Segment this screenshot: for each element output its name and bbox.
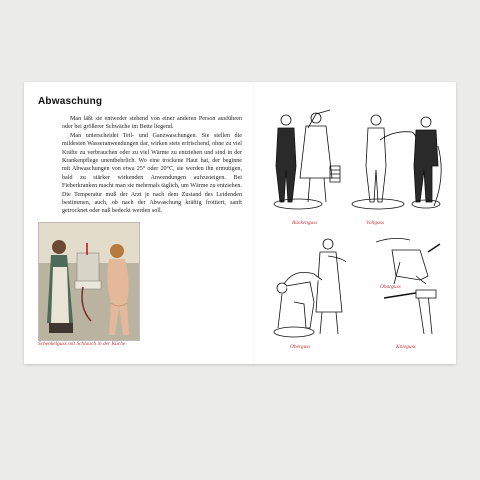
paragraph-2-text: Man unterscheidet Teil- und Ganzwaschungen. Sie stellen die mildesten Wasseranwendungen dar, wirken stets erfrischend, ohne zu viel Kräfte zu verbrauchen oder zu viel Wärme zu entziehen und sind in der Krankenpflege unentbehrlich. Wo eine trockene Haut hat, der beginne mit Abwaschungen von etwa 25° oder 20°C, sie werden ihn ermutigen, bald zu stärker wirkenden Anwendungen aufzusteigen. Bei Fieberkranken macht man sie mehrmals täglich, um Wärme zu entziehen. Die Temperatur muß der Arzt je nach dem Zustand des Leidenden bestimmen, auch, ob nach der Abwaschung kräftig frottiert, sanft getrocknet oder naß bedeckt werden soll. — [62, 132, 242, 215]
caption-knieguss: Knieguss — [396, 344, 416, 350]
book-spread — [24, 82, 456, 364]
kitchen-photo — [38, 222, 140, 341]
paragraph-1: Man läßt sie entweder stehend von einer anderen Person ausführen oder bei größerer Schwäche im Bette liegend. — [62, 116, 242, 131]
illustration-knieguss — [366, 232, 446, 342]
paragraph-2 — [62, 132, 242, 216]
illustration-vollguss — [346, 106, 446, 216]
section-heading: Abwaschung — [38, 96, 103, 107]
photo-caption: Schenkelguss mit Schlauch in der Küche — [38, 341, 126, 347]
caption-vollguss: Vollguss — [366, 220, 384, 226]
caption-rueckenguss: Rückenguss — [292, 220, 318, 226]
illustration-rueckenguss — [270, 106, 342, 216]
body-text — [62, 115, 242, 216]
illustration-oberguss — [270, 232, 362, 342]
caption-obarguss: Obarguss — [380, 284, 401, 290]
caption-oberguss: Oberguss — [290, 344, 311, 350]
page-fold — [253, 82, 255, 364]
